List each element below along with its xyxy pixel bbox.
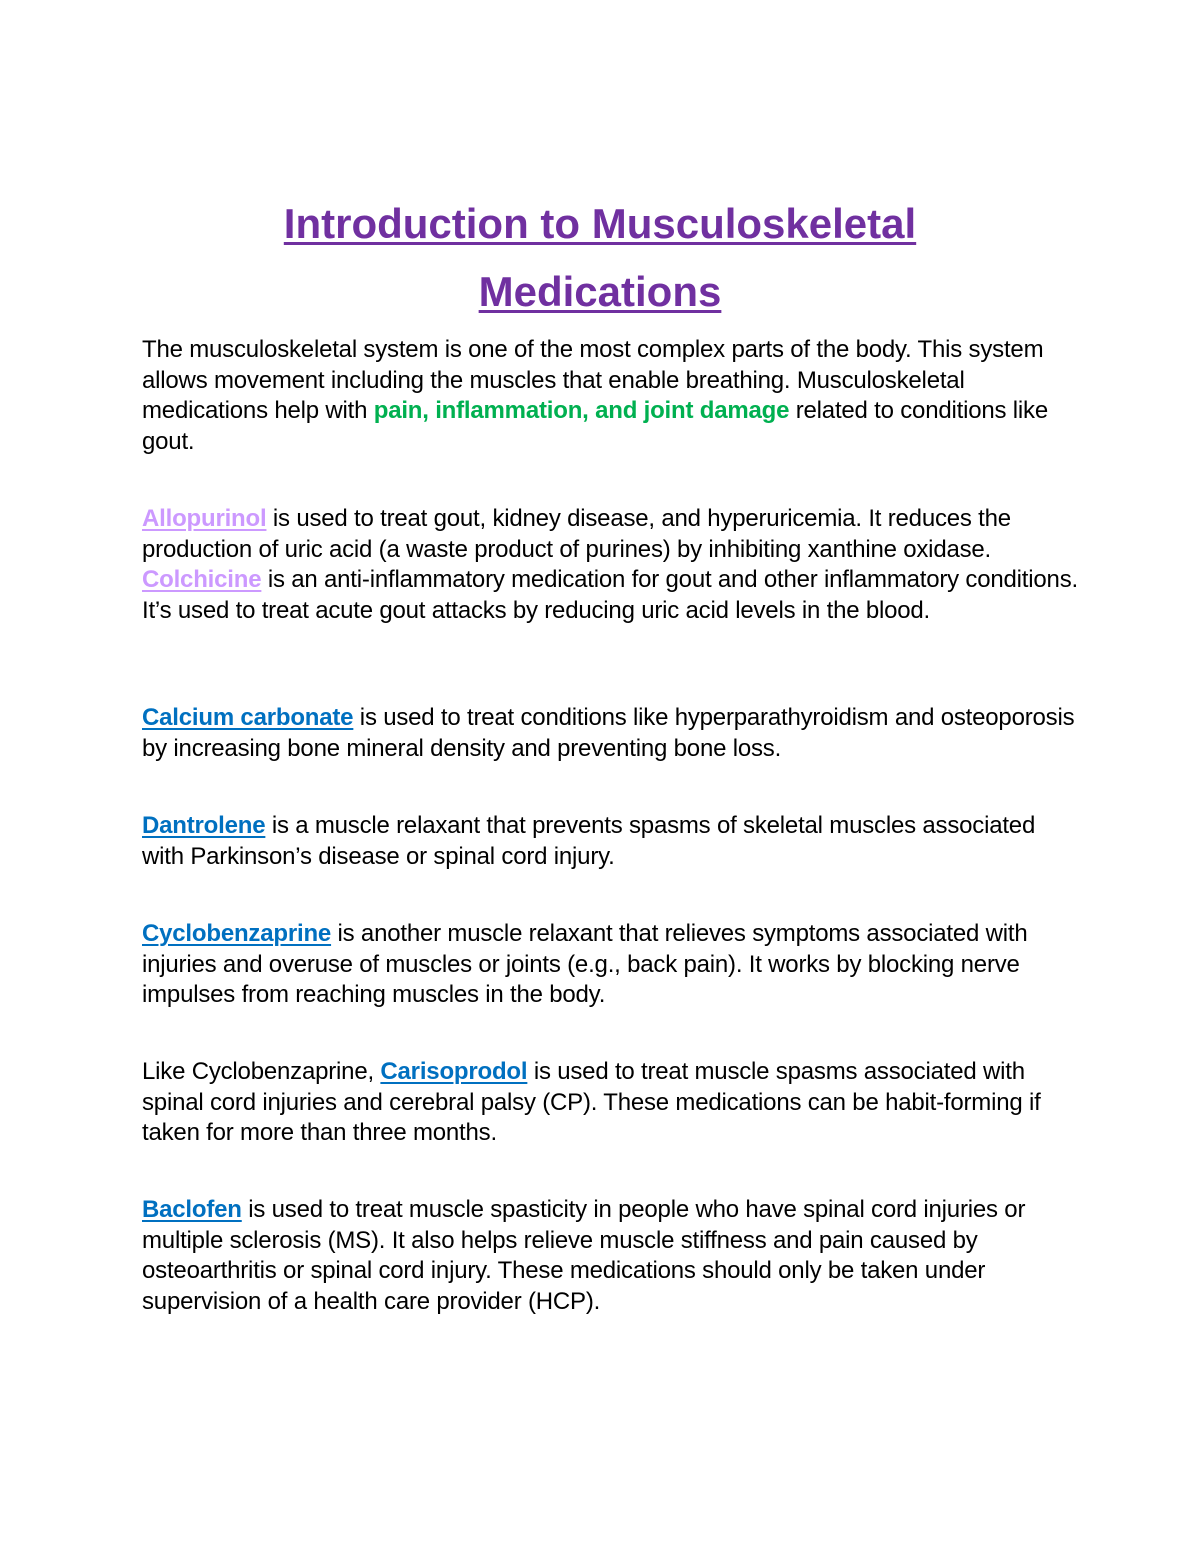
carisoprodol-text: is used to treat muscle spasms associated with spinal cord injuries and cerebral palsy (CP). These medications can be habit-forming if taken for more than three months. bbox=[142, 1058, 1041, 1146]
allopurinol-paragraph bbox=[142, 504, 1082, 626]
allopurinol-text: is used to treat gout, kidney disease, and hyperuricemia. It reduces the production of uric acid (a waste product of purines) by inhibiting xanthine oxidase. bbox=[142, 505, 1011, 563]
drug-link-calcium-carbonate[interactable]: Calcium carbonate bbox=[142, 704, 354, 731]
baclofen-text: is used to treat muscle spasticity in people who have spinal cord injuries or multiple sclerosis (MS). It also helps relieve muscle stiffness and pain caused by osteoarthritis or spinal cord injury. These medications should only be taken under supervision of a health care provider (HCP). bbox=[142, 1196, 1026, 1315]
page-title-line-2: Medications bbox=[478, 268, 722, 315]
drug-link-dantrolene[interactable]: Dantrolene bbox=[142, 812, 266, 839]
calcium-carbonate-paragraph bbox=[142, 703, 1082, 764]
drug-link-cyclobenzaprine[interactable]: Cyclobenzaprine bbox=[142, 920, 332, 947]
intro-text-end: related to conditions like gout. bbox=[142, 397, 1049, 455]
page-title bbox=[100, 190, 1100, 326]
carisoprodol-paragraph bbox=[142, 1057, 1082, 1149]
dantrolene-paragraph bbox=[142, 811, 1082, 872]
dantrolene-text: is a muscle relaxant that prevents spasms of skeletal muscles associated with Parkinson’s disease or spinal cord injury. bbox=[142, 812, 1036, 870]
intro-highlight: pain, inflammation, and joint damage bbox=[373, 397, 790, 424]
carisoprodol-text-before: Like Cyclobenzaprine, bbox=[142, 1058, 381, 1085]
drug-link-baclofen[interactable]: Baclofen bbox=[142, 1196, 242, 1223]
intro-paragraph bbox=[142, 335, 1082, 457]
intro-text: The musculoskeletal system is one of the most complex parts of the body. This system allows movement including the muscles that enable breathing. Musculoskeletal medications help with bbox=[142, 336, 1044, 424]
page-title-line-1: Introduction to Musculoskeletal bbox=[283, 200, 917, 247]
cyclobenzaprine-text: is another muscle relaxant that relieves symptoms associated with injuries and overuse of muscles or joints (e.g., back pain). It works by blocking nerve impulses from reaching muscles in the body. bbox=[142, 920, 1028, 1008]
colchicine-text: is an anti-inflammatory medication for gout and other inflammatory conditions. It’s used to treat acute gout attacks by reducing uric acid levels in the blood. bbox=[142, 566, 1078, 624]
baclofen-paragraph bbox=[142, 1195, 1082, 1317]
calcium-carbonate-text: is used to treat conditions like hyperparathyroidism and osteoporosis by increasing bone mineral density and preventing bone loss. bbox=[142, 704, 1075, 762]
cyclobenzaprine-paragraph bbox=[142, 919, 1082, 1011]
drug-link-colchicine[interactable]: Colchicine bbox=[142, 566, 262, 593]
drug-link-allopurinol[interactable]: Allopurinol bbox=[142, 505, 267, 532]
drug-link-carisoprodol[interactable]: Carisoprodol bbox=[380, 1058, 528, 1085]
